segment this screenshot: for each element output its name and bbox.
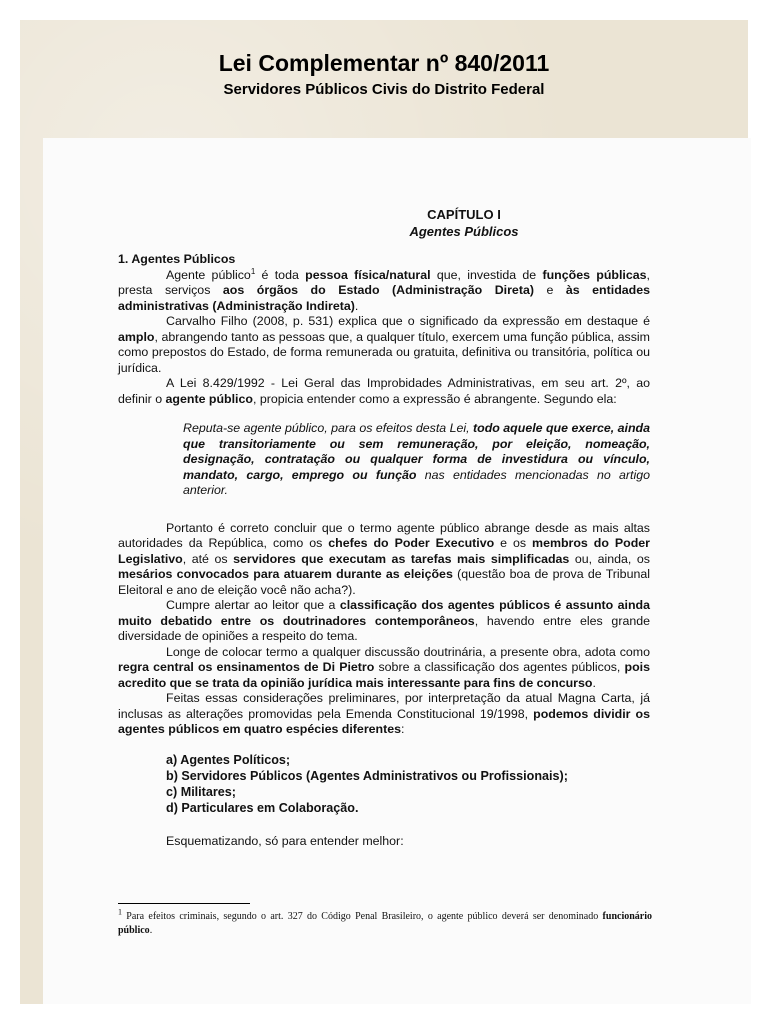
paragraph-5: Cumpre alertar ao leitor que a classificação dos agentes públicos é assunto ainda muito debatido entre os doutrinadores contemporâneos, havendo entre eles grande diversidade de opiniões a respeito do tema.	[118, 598, 651, 643]
paragraph-6: Longe de colocar termo a qualquer discussão doutrinária, a presente obra, adota como regra central os ensinamentos de Di Pietro sobre a classificação dos agentes públicos, pois acredito que se trata da opinião jurídica mais interessante para fins de concurso.	[118, 644, 650, 690]
document-subtitle: Servidores Públicos Civis do Distrito Federal	[223, 81, 545, 98]
list-item: d) Particulares em Colaboração.	[166, 800, 359, 815]
list-item: b) Servidores Públicos (Agentes Administrativos ou Profissionais);	[166, 768, 568, 783]
paragraph-7: Feitas essas considerações preliminares, por interpretação da atual Magna Carta, já inclusas as alterações promovidas pela Emenda Constitucional 19/1998, podemos dividir os agentes públicos em quatro espécies diferentes:	[118, 691, 650, 736]
chapter-subtitle: Agentes Públicos	[409, 224, 519, 239]
chapter-title: CAPÍTULO I	[427, 207, 501, 222]
document-title: Lei Complementar nº 840/2011	[218, 50, 550, 76]
paragraph-2: Carvalho Filho (2008, p. 531) explica que o significado da expressão em destaque é amplo, abrangendo tanto as pessoas que, a qualquer título, exercem uma função pública, assim como prepostos do Estado, de forma remunerada ou gratuita, definitiva ou transitória, política ou jurídica.	[118, 314, 650, 375]
footnote-divider	[118, 903, 250, 904]
paragraph-4: Portanto é correto concluir que o termo agente público abrange desde as mais altas autoridades da República, como os chefes do Poder Executivo e os membros do Poder Legislativo, até os servidores que executam as tarefas mais simplificadas ou, ainda, os mesários convocados para atuarem durante as eleições (questão boa de prova de Tribunal Eleitoral e ano de eleição você não acha?).	[118, 520, 650, 597]
species-list	[166, 752, 650, 816]
law-quote: Reputa-se agente público, para os efeitos desta Lei, todo aquele que exerce, ainda que transitoriamente ou sem remuneração, por eleição, nomeação, designação, contratação ou qualquer forma de investidura ou vínculo, mandato, cargo, emprego ou função nas entidades mencionadas no artigo anterior.	[183, 421, 650, 497]
list-item: a) Agentes Políticos;	[166, 752, 291, 767]
list-item: c) Militares;	[166, 784, 236, 799]
footnote-ref: 1	[250, 266, 256, 276]
document-page	[43, 138, 751, 1004]
paragraph-3: A Lei 8.429/1992 - Lei Geral das Improbidades Administrativas, em seu art. 2º, ao definir o agente público, propicia entender como a expressão é abrangente. Segundo ela:	[118, 376, 650, 406]
footnote: $^1$ Para efeitos criminais, segundo o art. 327 do Código Penal Brasileiro, o agente público deverá ser denominado funcionário público.	[118, 907, 652, 936]
section-heading: 1. Agentes Públicos	[118, 252, 236, 266]
schematic-intro: Esquematizando, só para entender melhor:	[166, 833, 404, 848]
paragraph-1: Agente público$^1$ é toda pessoa física/natural que, investida de funções públicas, presta serviços aos órgãos do Estado (Administração Direta) e às entidades administrativas (Administração Indireta).	[118, 266, 650, 313]
page-content	[118, 206, 650, 849]
